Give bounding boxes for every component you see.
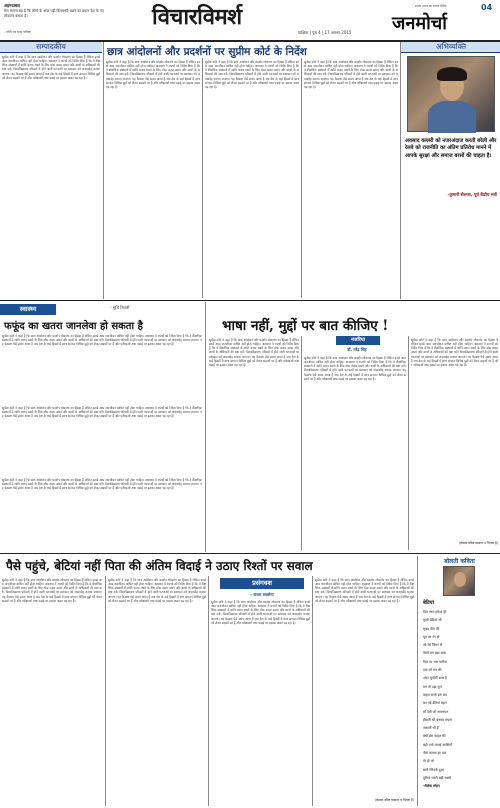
issues-column-1: सुप्रीम कोर्ट ने कहा है कि छात्र आंदोलन और प्रदर्शन लोकतंत्र का हिस्सा हैं लेकिन इनसे आम जनजीवन बाधित नहीं होना चाहिए। अदालत ने राज्यों को निर्देश दिया है कि वे शैक्षणिक संस्थानों में शांति बनाए रखने के लिए ठोस कदम उठाएं और छात्रों के अधिकारों की रक्षा करें। विश्वविद्यालय परिसरों में होने वाली घटनाओं पर प्रशासन को जवाबदेह बनाया जाएगा। यह फैसला ऐसे समय आया है जब देश के कई हिस्सों में छात्र संगठन विभिन्न मुद्दों को लेकर सड़कों पर हैं और परीक्षाओं तथा पढ़ाई पर इसका असर पड़ रहा है।: [209, 338, 299, 367]
divider: [103, 42, 104, 299]
portrait-hair: [437, 67, 467, 81]
opinion-quote: अवसाद वल्लरी को नजरअंदाज करती बरेली और रेलवे को राजनीति का अंतिम प्रतिरोध मानने में आपके सुरक्षा और समाज बरसों की चाहता है।: [405, 138, 497, 159]
poet-face: [454, 572, 466, 587]
editorial-column-4: सुप्रीम कोर्ट ने कहा है कि छात्र आंदोलन और प्रदर्शन लोकतंत्र का हिस्सा हैं लेकिन इनसे आम जनजीवन बाधित नहीं होना चाहिए। अदालत ने राज्यों को निर्देश दिया है कि वे शैक्षणिक संस्थानों में शांति बनाए रखने के लिए ठोस कदम उठाएं और छात्रों के अधिकारों की रक्षा करें। विश्वविद्यालय परिसरों में होने वाली घटनाओं पर प्रशासन को जवाबदेह बनाया जाएगा। यह फैसला ऐसे समय आया है जब देश के कई हिस्सों में छात्र संगठन विभिन्न मुद्दों को लेकर सड़कों पर हैं और परीक्षाओं तथा पढ़ाई पर इसका असर पड़ रहा है।: [304, 60, 398, 89]
poem-line: फूलों बेटियां सी: [423, 618, 442, 623]
poem-line: जैसे जलता हर पल: [423, 751, 447, 756]
poem-line: अंदर चुनौती शाम है: [423, 676, 447, 681]
poem-author: -शैलेन्द्र मोहन: [423, 784, 440, 789]
poem-lines: [423, 608, 499, 791]
health-headline: फफूंद का खतरा जानलेवा हो सकता है: [4, 321, 143, 332]
feature-column-1: सुप्रीम कोर्ट ने कहा है कि छात्र आंदोलन और प्रदर्शन लोकतंत्र का हिस्सा हैं लेकिन इनसे आम जनजीवन बाधित नहीं होना चाहिए। अदालत ने राज्यों को निर्देश दिया है कि वे शैक्षणिक संस्थानों में शांति बनाए रखने के लिए ठोस कदम उठाएं और छात्रों के अधिकारों की रक्षा करें। विश्वविद्यालय परिसरों में होने वाली घटनाओं पर प्रशासन को जवाबदेह बनाया जाएगा। यह फैसला ऐसे समय आया है जब देश के कई हिस्सों में छात्र संगठन विभिन्न मुद्दों को लेकर सड़कों पर हैं और परीक्षाओं तथा पढ़ाई पर इसका असर पड़ रहा है।: [2, 578, 102, 603]
poem-line: धूप सा रंग हो: [423, 634, 440, 639]
editorial-headline: छात्र आंदोलनों और प्रदर्शनों पर सुप्रीम कोर्ट के निर्देश: [107, 46, 307, 58]
portrait-body: [428, 101, 476, 133]
poem-line: सुबह गीत की: [423, 626, 440, 631]
poem-line: बंधी डोर चाहत की: [423, 734, 446, 739]
section-rule: [0, 553, 500, 554]
divider: [301, 58, 302, 298]
poem-line: बन गई बेटियां बहन: [423, 701, 447, 706]
health-column-1: सुप्रीम कोर्ट ने कहा है कि छात्र आंदोलन और प्रदर्शन लोकतंत्र का हिस्सा हैं लेकिन इनसे आम जनजीवन बाधित नहीं होना चाहिए। अदालत ने राज्यों को निर्देश दिया है कि वे शैक्षणिक संस्थानों में शांति बनाए रखने के लिए ठोस कदम उठाएं और छात्रों के अधिकारों की रक्षा करें। विश्वविद्यालय परिसरों में होने वाली घटनाओं पर प्रशासन को जवाबदेह बनाया जाएगा। यह फैसला ऐसे समय आया है जब देश के कई हिस्सों में छात्र संगठन विभिन्न मुद्दों को लेकर सड़कों पर हैं और परीक्षाओं तथा पढ़ाई पर इसका असर पड़ रहा है।: [2, 334, 202, 347]
editorial-head: सम्पादकीय: [0, 42, 102, 53]
health-column-3: सुप्रीम कोर्ट ने कहा है कि छात्र आंदोलन और प्रदर्शन लोकतंत्र का हिस्सा हैं लेकिन इनसे आम जनजीवन बाधित नहीं होना चाहिए। अदालत ने राज्यों को निर्देश दिया है कि वे शैक्षणिक संस्थानों में शांति बनाए रखने के लिए ठोस कदम उठाएं और छात्रों के अधिकारों की रक्षा करें। विश्वविद्यालय परिसरों में होने वाली घटनाओं पर प्रशासन को जवाबदेह बनाया जाएगा। यह फैसला ऐसे समय आया है जब देश के कई हिस्सों में छात्र संगठन विभिन्न मुद्दों को लेकर सड़कों पर हैं और परीक्षाओं तथा पढ़ाई पर इसका असर पड़ रहा है।: [2, 478, 202, 491]
poem-line: ज़रूरतें भी हैं: [423, 726, 439, 731]
feature-note: (लेखक वरिष्ठ पत्रकार व चिंतक हैं): [374, 798, 414, 802]
poem-line: बड़ी ज्यों लगाई आशियाँ: [423, 742, 452, 747]
opinion-head: अभिव्यक्ति: [401, 42, 500, 53]
poet-photo: [443, 566, 475, 596]
masthead-left-label: अहमदाबाद: [4, 3, 21, 8]
portrait-photo: [407, 56, 495, 132]
feature-tag: प्रसंगवश: [220, 578, 304, 589]
divider: [202, 58, 203, 298]
feature-column-4: सुप्रीम कोर्ट ने कहा है कि छात्र आंदोलन और प्रदर्शन लोकतंत्र का हिस्सा हैं लेकिन इनसे आम जनजीवन बाधित नहीं होना चाहिए। अदालत ने राज्यों को निर्देश दिया है कि वे शैक्षणिक संस्थानों में शांति बनाए रखने के लिए ठोस कदम उठाएं और छात्रों के अधिकारों की रक्षा करें। विश्वविद्यालय परिसरों में होने वाली घटनाओं पर प्रशासन को जवाबदेह बनाया जाएगा। यह फैसला ऐसे समय आया है जब देश के कई हिस्सों में छात्र संगठन विभिन्न मुद्दों को लेकर सड़कों पर हैं और परीक्षाओं तथा पढ़ाई पर इसका असर पड़ रहा है।: [315, 578, 414, 603]
feature-byline: - सरला सक्सेना: [250, 592, 274, 597]
masthead-left-author: - गाँधी पत्र यादा पत्रिका: [4, 30, 32, 34]
divider: [208, 576, 209, 806]
poem-line: हँसाती भी बनकर सपना: [423, 717, 453, 722]
issues-note: (लेखक वरिष्ठ पत्रकार व चिंतक हैं): [458, 541, 498, 545]
feature-column-2: सुप्रीम कोर्ट ने कहा है कि छात्र आंदोलन और प्रदर्शन लोकतंत्र का हिस्सा हैं लेकिन इनसे आम जनजीवन बाधित नहीं होना चाहिए। अदालत ने राज्यों को निर्देश दिया है कि वे शैक्षणिक संस्थानों में शांति बनाए रखने के लिए ठोस कदम उठाएं और छात्रों के अधिकारों की रक्षा करें। विश्वविद्यालय परिसरों में होने वाली घटनाओं पर प्रशासन को जवाबदेह बनाया जाएगा। यह फैसला ऐसे समय आया है जब देश के कई हिस्सों में छात्र संगठन विभिन्न मुद्दों को लेकर सड़कों पर हैं और परीक्षाओं तथा पढ़ाई पर इसका असर पड़ रहा है।: [108, 578, 206, 603]
divider: [417, 556, 418, 806]
issues-column-2: सुप्रीम कोर्ट ने कहा है कि छात्र आंदोलन और प्रदर्शन लोकतंत्र का हिस्सा हैं लेकिन इनसे आम जनजीवन बाधित नहीं होना चाहिए। अदालत ने राज्यों को निर्देश दिया है कि वे शैक्षणिक संस्थानों में शांति बनाए रखने के लिए ठोस कदम उठाएं और छात्रों के अधिकारों की रक्षा करें। विश्वविद्यालय परिसरों में होने वाली घटनाओं पर प्रशासन को जवाबदेह बनाया जाएगा। यह फैसला ऐसे समय आया है जब देश के कई हिस्सों में छात्र संगठन विभिन्न मुद्दों को लेकर सड़कों पर हैं और परीक्षाओं तथा पढ़ाई पर इसका असर पड़ रहा है।: [304, 356, 406, 381]
page-number: 04: [481, 3, 493, 12]
poem-tag: बोलती कविता: [444, 558, 475, 565]
brand-sub: स्वतंत्र भारत का स्वतंत्र दैनिक: [415, 4, 447, 8]
opinion-author: -कुमारी सैलजा, पूर्व केंद्रीय मंत्री: [447, 193, 497, 198]
poem-line: एक जो मन की: [423, 668, 442, 673]
poem-line: मन तो उड़ा पूरा: [423, 684, 442, 689]
issues-byline: डॉ. नरेंद्र सिंह: [347, 347, 367, 352]
editorial-column-2: सुप्रीम कोर्ट ने कहा है कि छात्र आंदोलन और प्रदर्शन लोकतंत्र का हिस्सा हैं लेकिन इनसे आम जनजीवन बाधित नहीं होना चाहिए। अदालत ने राज्यों को निर्देश दिया है कि वे शैक्षणिक संस्थानों में शांति बनाए रखने के लिए ठोस कदम उठाएं और छात्रों के अधिकारों की रक्षा करें। विश्वविद्यालय परिसरों में होने वाली घटनाओं पर प्रशासन को जवाबदेह बनाया जाएगा। यह फैसला ऐसे समय आया है जब देश के कई हिस्सों में छात्र संगठन विभिन्न मुद्दों को लेकर सड़कों पर हैं और परीक्षाओं तथा पढ़ाई पर इसका असर पड़ रहा है।: [106, 60, 200, 89]
editorial-column-3: सुप्रीम कोर्ट ने कहा है कि छात्र आंदोलन और प्रदर्शन लोकतंत्र का हिस्सा हैं लेकिन इनसे आम जनजीवन बाधित नहीं होना चाहिए। अदालत ने राज्यों को निर्देश दिया है कि वे शैक्षणिक संस्थानों में शांति बनाए रखने के लिए ठोस कदम उठाएं और छात्रों के अधिकारों की रक्षा करें। विश्वविद्यालय परिसरों में होने वाली घटनाओं पर प्रशासन को जवाबदेह बनाया जाएगा। यह फैसला ऐसे समय आया है जब देश के कई हिस्सों में छात्र संगठन विभिन्न मुद्दों को लेकर सड़कों पर हैं और परीक्षाओं तथा पढ़ाई पर इसका असर पड़ रहा है।: [205, 60, 299, 89]
divider: [105, 576, 106, 806]
poem-title: बेटियां: [423, 600, 434, 606]
brand-logo: जनमोर्चा: [392, 13, 447, 34]
poem-line: माँ देती जो अपनापन: [423, 709, 449, 714]
poem-line: चाहत सजी इस बार: [423, 692, 447, 697]
section-rule: [0, 300, 500, 301]
opinion-box: [400, 42, 500, 299]
poem-line: वो हो जो: [423, 759, 434, 764]
health-byline: - सुधि तिवारी: [110, 305, 130, 310]
section-title: विचारविमर्श: [152, 4, 242, 30]
feature-column-3: सुप्रीम कोर्ट ने कहा है कि छात्र आंदोलन और प्रदर्शन लोकतंत्र का हिस्सा हैं लेकिन इनसे आम जनजीवन बाधित नहीं होना चाहिए। अदालत ने राज्यों को निर्देश दिया है कि वे शैक्षणिक संस्थानों में शांति बनाए रखने के लिए ठोस कदम उठाएं और छात्रों के अधिकारों की रक्षा करें। विश्वविद्यालय परिसरों में होने वाली घटनाओं पर प्रशासन को जवाबदेह बनाया जाएगा। यह फैसला ऐसे समय आया है जब देश के कई हिस्सों में छात्र संगठन विभिन्न मुद्दों को लेकर सड़कों पर हैं और परीक्षाओं तथा पढ़ाई पर इसका असर पड़ रहा है।: [211, 600, 310, 625]
divider: [205, 302, 206, 552]
poem-line: दुनिया प्यारी बड़ी सबसे: [423, 775, 451, 780]
poem-line: नेमतें बन बढ़ा सारा: [423, 651, 447, 656]
issues-column-3: सुप्रीम कोर्ट ने कहा है कि छात्र आंदोलन और प्रदर्शन लोकतंत्र का हिस्सा हैं लेकिन इनसे आम जनजीवन बाधित नहीं होना चाहिए। अदालत ने राज्यों को निर्देश दिया है कि वे शैक्षणिक संस्थानों में शांति बनाए रखने के लिए ठोस कदम उठाएं और छात्रों के अधिकारों की रक्षा करें। विश्वविद्यालय परिसरों में होने वाली घटनाओं पर प्रशासन को जवाबदेह बनाया जाएगा। यह फैसला ऐसे समय आया है जब देश के कई हिस्सों में छात्र संगठन विभिन्न मुद्दों को लेकर सड़कों पर हैं और परीक्षाओं तथा पढ़ाई पर इसका असर पड़ रहा है।: [411, 338, 498, 367]
editorial-column-1: सुप्रीम कोर्ट ने कहा है कि छात्र आंदोलन और प्रदर्शन लोकतंत्र का हिस्सा हैं लेकिन इनसे आम जनजीवन बाधित नहीं होना चाहिए। अदालत ने राज्यों को निर्देश दिया है कि वे शैक्षणिक संस्थानों में शांति बनाए रखने के लिए ठोस कदम उठाएं और छात्रों के अधिकारों की रक्षा करें। विश्वविद्यालय परिसरों में होने वाली घटनाओं पर प्रशासन को जवाबदेह बनाया जाएगा। यह फैसला ऐसे समय आया है जब देश के कई हिस्सों में छात्र संगठन विभिन्न मुद्दों को लेकर सड़कों पर हैं और परीक्षाओं तथा पढ़ाई पर इसका असर पड़ रहा है।: [2, 55, 100, 80]
poem-box: [419, 556, 500, 808]
divider: [408, 336, 409, 550]
poem-line: जो मेरे जिगर से: [423, 643, 443, 648]
health-tag: स्वास्थ्य: [0, 304, 56, 315]
issues-sub-tag: नजरिया: [336, 336, 380, 345]
date-line: पाक्षिक | पृष्ठ 4 | 17 अगस्त 2015: [298, 30, 352, 35]
masthead: [0, 0, 500, 40]
poem-line: दिल नरम हमेशा ही: [423, 610, 447, 614]
health-column-2: सुप्रीम कोर्ट ने कहा है कि छात्र आंदोलन और प्रदर्शन लोकतंत्र का हिस्सा हैं लेकिन इनसे आम जनजीवन बाधित नहीं होना चाहिए। अदालत ने राज्यों को निर्देश दिया है कि वे शैक्षणिक संस्थानों में शांति बनाए रखने के लिए ठोस कदम उठाएं और छात्रों के अधिकारों की रक्षा करें। विश्वविद्यालय परिसरों में होने वाली घटनाओं पर प्रशासन को जवाबदेह बनाया जाएगा। यह फैसला ऐसे समय आया है जब देश के कई हिस्सों में छात्र संगठन विभिन्न मुद्दों को लेकर सड़कों पर हैं और परीक्षाओं तथा पढ़ाई पर इसका असर पड़ रहा है।: [2, 406, 202, 419]
feature-headline: पैसे पहुंचे, बेटियां नहीं पिता की अंतिम विदाई ने उठाए रिश्तों पर सवाल: [6, 559, 313, 573]
divider: [301, 336, 302, 550]
poem-line: दिल पर भरा पसीना: [423, 659, 448, 664]
divider: [312, 576, 313, 806]
issues-headline: भाषा नहीं, मुद्दों पर बात कीजिए !: [222, 318, 389, 334]
masthead-left-quote: मेरा मानना यह है कि लोगों के अंदर पड़ी दिलचस्पी रखने का प्रयत्न देश के नए लोकतंत्र बनाता है।: [4, 9, 104, 18]
poem-line: सारी जिंदगी दुआ: [423, 767, 444, 772]
